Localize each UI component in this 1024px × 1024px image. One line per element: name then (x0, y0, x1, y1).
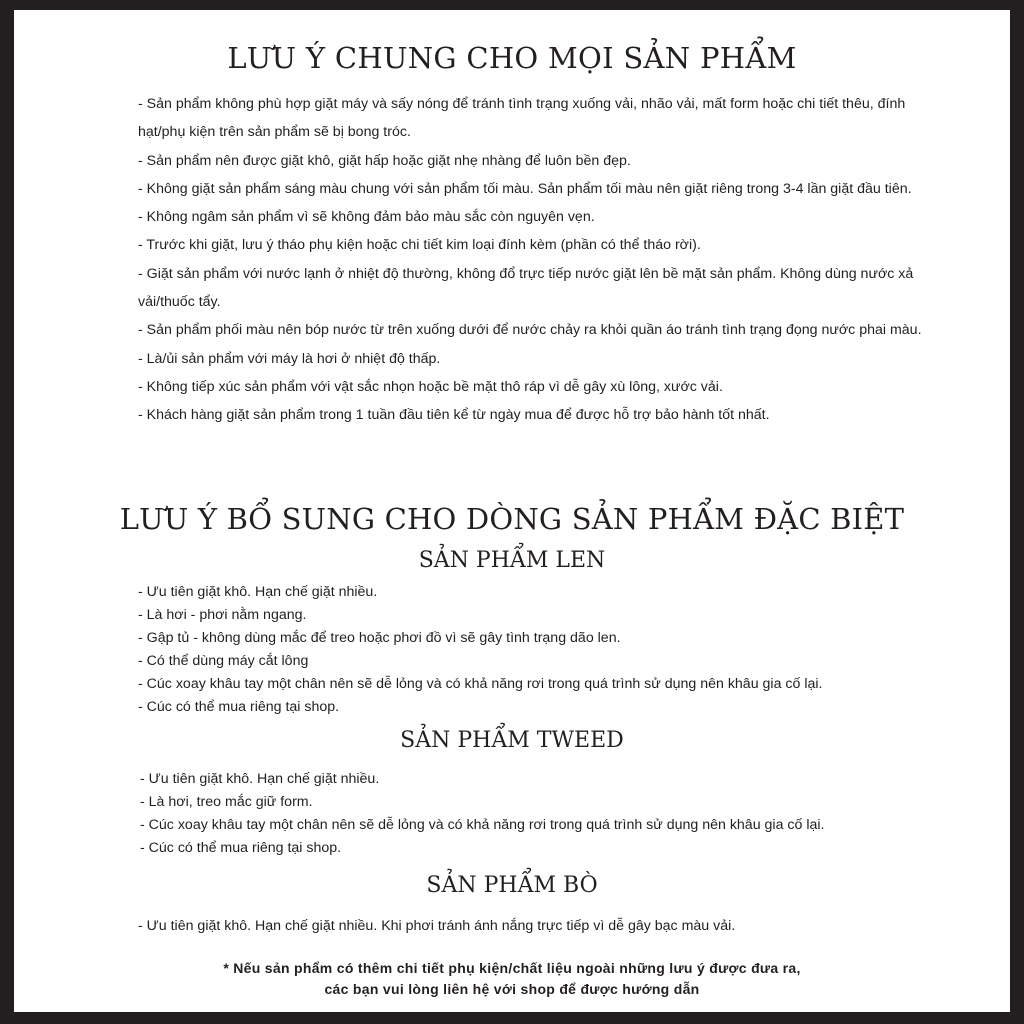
list-item: - Trước khi giặt, lưu ý tháo phụ kiện hoặc chi tiết kim loại đính kèm (phần có thể tháo rời). (138, 237, 701, 254)
page-title: LƯU Ý CHUNG CHO MỌI SẢN PHẨM (227, 41, 797, 75)
list-item: - Là/ủi sản phẩm với máy là hơi ở nhiệt độ thấp. (138, 350, 441, 367)
tweed-notes-list (140, 768, 920, 860)
list-item: - Không ngâm sản phẩm vì sẽ không đảm bảo màu sắc còn nguyên vẹn. (138, 209, 595, 226)
footnote (14, 958, 1010, 1000)
list-item: - Ưu tiên giặt khô. Hạn chế giặt nhiều. Khi phơi tránh ánh nắng trực tiếp vì dễ gây bạc màu vải. (138, 918, 736, 934)
list-item: - Giặt sản phẩm với nước lạnh ở nhiệt độ thường, không đổ trực tiếp nước giặt lên bề mặt sản phẩm. Không dùng nước xả vải/thuốc tẩy. (138, 265, 914, 311)
list-item: - Ưu tiên giặt khô. Hạn chế giặt nhiều. (140, 771, 380, 787)
list-item: - Sản phẩm nên được giặt khô, giặt hấp hoặc giặt nhẹ nhàng để luôn bền đẹp. (138, 152, 631, 169)
list-item: - Là hơi - phơi nằm ngang. (138, 606, 307, 623)
len-section-title: SẢN PHẨM LEN (418, 548, 606, 573)
list-item: - Sản phẩm phối màu nên bóp nước từ trên xuống dưới để nước chảy ra khỏi quần áo tránh tình trạng đọng nước phai màu. (138, 322, 922, 339)
bo-notes-list (138, 915, 918, 938)
list-item: - Sản phẩm không phù hợp giặt máy và sấy nóng để tránh tình trạng xuống vải, nhão vải, mất form hoặc chi tiết thêu, đính hạt/phụ kiện trên sản phẩm sẽ bị bong tróc. (138, 96, 906, 141)
list-item: - Ưu tiên giặt khô. Hạn chế giặt nhiều. (138, 584, 378, 600)
list-item: - Không tiếp xúc sản phẩm với vật sắc nhọn hoặc bề mặt thô ráp vì dễ gây xù lông, xước vải. (138, 378, 723, 395)
list-item: - Gập tủ - không dùng mắc để treo hoặc phơi đồ vì sẽ gây tình trạng dão len. (138, 629, 621, 646)
list-item: - Cúc xoay khâu tay một chân nên sẽ dễ lỏng và có khả năng rơi trong quá trình sử dụng nên khâu gia cố lại. (138, 675, 823, 692)
list-item: - Không giặt sản phẩm sáng màu chung với sản phẩm tối màu. Sản phẩm tối màu nên giặt riêng trong 3-4 lần giặt đầu tiên. (138, 180, 912, 197)
len-notes-list (138, 581, 918, 718)
footnote-line: các bạn vui lòng liên hệ với shop để được hướng dẫn (324, 981, 700, 997)
general-notes-list (138, 90, 928, 430)
bo-section-title: SẢN PHẨM BÒ (426, 873, 598, 898)
list-item: - Là hơi, treo mắc giữ form. (140, 793, 313, 810)
list-item: - Cúc có thể mua riêng tại shop. (140, 839, 342, 856)
tweed-section-title: SẢN PHẨM TWEED (400, 728, 624, 753)
footnote-line: * Nếu sản phẩm có thêm chi tiết phụ kiện/chất liệu ngoài những lưu ý được đưa ra, (223, 960, 801, 976)
list-item: - Khách hàng giặt sản phẩm trong 1 tuần đầu tiên kể từ ngày mua để được hỗ trợ bảo hành tốt nhất. (138, 407, 770, 424)
special-section-title: LƯU Ý BỔ SUNG CHO DÒNG SẢN PHẨM ĐẶC BIỆT (119, 502, 905, 536)
list-item: - Cúc có thể mua riêng tại shop. (138, 698, 340, 715)
list-item: - Cúc xoay khâu tay một chân nên sẽ dễ lỏng và có khả năng rơi trong quá trình sử dụng nên khâu gia cố lại. (140, 816, 825, 833)
list-item: - Có thể dùng máy cắt lông (138, 652, 309, 669)
